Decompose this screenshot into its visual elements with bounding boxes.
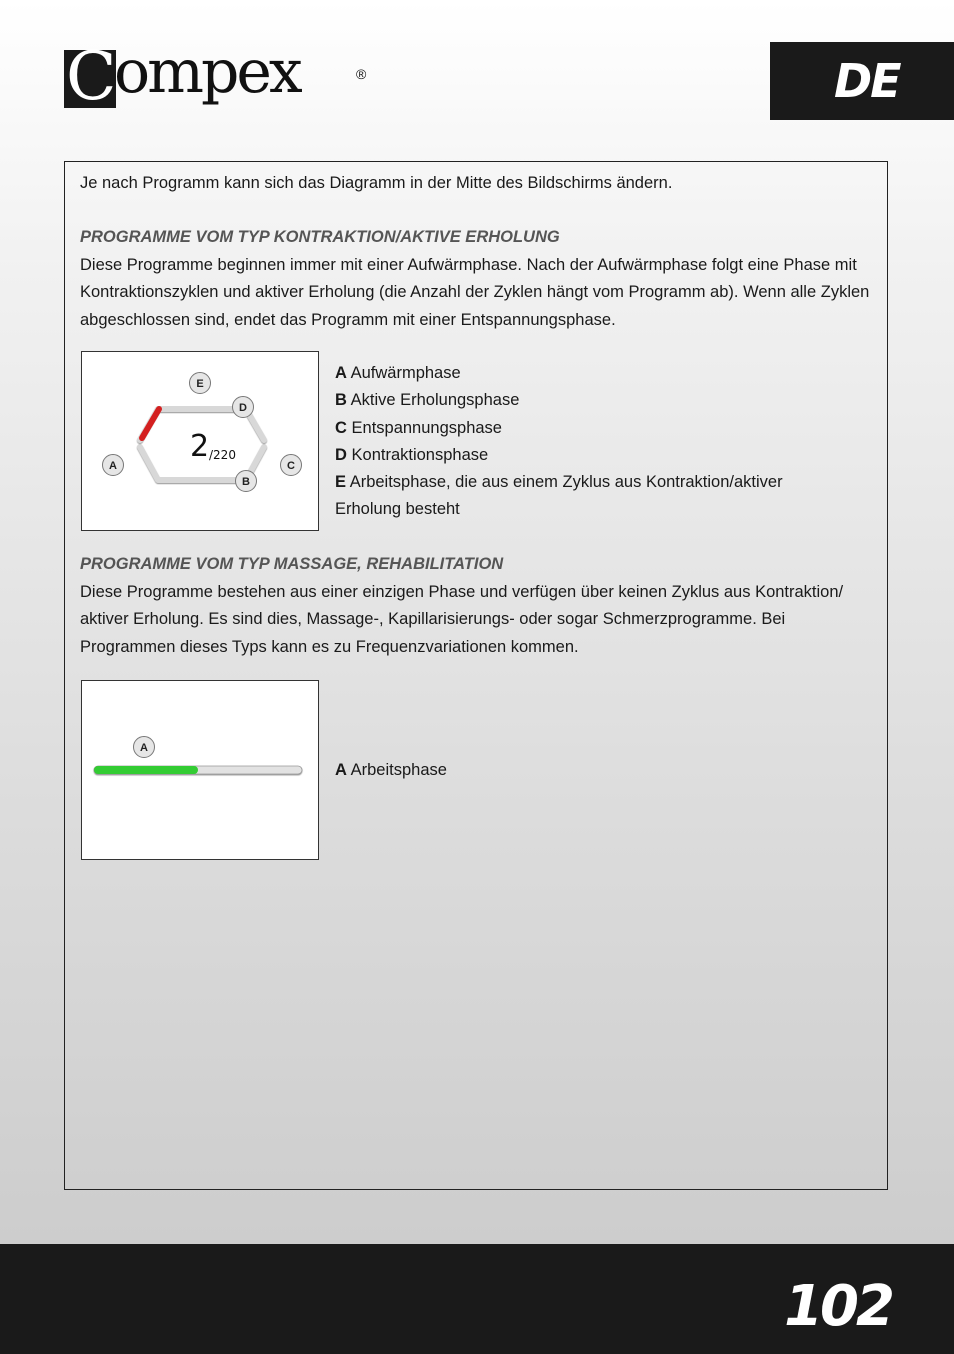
page-number: 102 <box>784 1274 892 1339</box>
legend-item-c: C Entspannungsphase <box>335 418 502 437</box>
logo-letter-c: C <box>66 38 117 115</box>
label-b-text: B <box>242 476 250 488</box>
label-e-text: E <box>196 378 204 390</box>
label-c <box>281 455 302 476</box>
compex-logo <box>64 37 374 124</box>
cycle-legend <box>335 360 835 524</box>
work-phase-progress <box>94 766 198 774</box>
logo-wordmark: ompex <box>114 37 300 107</box>
cycle-diagram-svg <box>82 352 320 532</box>
legend-item-a: A Aufwärmphase <box>335 364 461 382</box>
logo-c-block <box>64 38 117 115</box>
language-tab <box>770 42 954 120</box>
cycle-diagram <box>81 351 319 531</box>
legend-item-work: A Arbeitsphase <box>335 761 447 779</box>
section1-body: Diese Programme beginnen immer mit einer Aufwärmphase. Nach der Aufwärmphase folgt eine Phase mit Kontraktionszyklen und aktiver Erholung (die Anzahl der Zyklen hängt vom Programm ab). Wenn alle Zyklen abgeschlossen sind, endet das Programm mit einer Entspannungsphase. <box>80 256 870 329</box>
registered-mark: ® <box>356 66 367 82</box>
footer-bar <box>0 1244 954 1354</box>
single-phase-diagram <box>81 680 319 860</box>
label-a-single <box>134 737 155 758</box>
cycle-current: 2 <box>190 429 210 464</box>
single-phase-legend <box>335 757 835 784</box>
contraction-phase-active <box>142 409 159 438</box>
language-label: DE <box>834 54 900 108</box>
legend-item-e: E Arbeitsphase, die aus einem Zyklus aus Kontraktion/aktiver Erholung besteht <box>335 473 783 519</box>
label-c-text: C <box>287 460 295 472</box>
section1-heading: PROGRAMME VOM TYP KONTRAKTION/AKTIVE ERHOLUNG <box>80 228 560 246</box>
legend-item-b: B Aktive Erholungsphase <box>335 391 520 410</box>
label-b <box>236 471 257 492</box>
section2-heading: PROGRAMME VOM TYP MASSAGE, REHABILITATION <box>80 555 504 573</box>
label-e <box>190 373 211 394</box>
intro-text: Je nach Programm kann sich das Diagramm in der Mitte des Bildschirms ändern. <box>80 174 673 192</box>
legend-item-d: D Kontraktionsphase <box>335 445 489 464</box>
single-phase-diagram-svg <box>82 681 320 861</box>
label-d <box>233 397 254 418</box>
cycle-total: /220 <box>209 448 236 462</box>
label-a-single-text: A <box>140 742 148 754</box>
label-a <box>103 455 124 476</box>
label-a-text: A <box>109 460 117 472</box>
label-d-text: D <box>239 402 247 414</box>
section2-body: Diese Programme bestehen aus einer einzigen Phase und verfügen über keinen Zyklus aus Kontraktion/ aktiver Erholung. Es sind dies, Massage-, Kapillarisierungs- oder sogar Schmerzprogramme. Bei Programmen dieses Typs kann es zu Frequenzvariationen kommen. <box>80 583 844 656</box>
